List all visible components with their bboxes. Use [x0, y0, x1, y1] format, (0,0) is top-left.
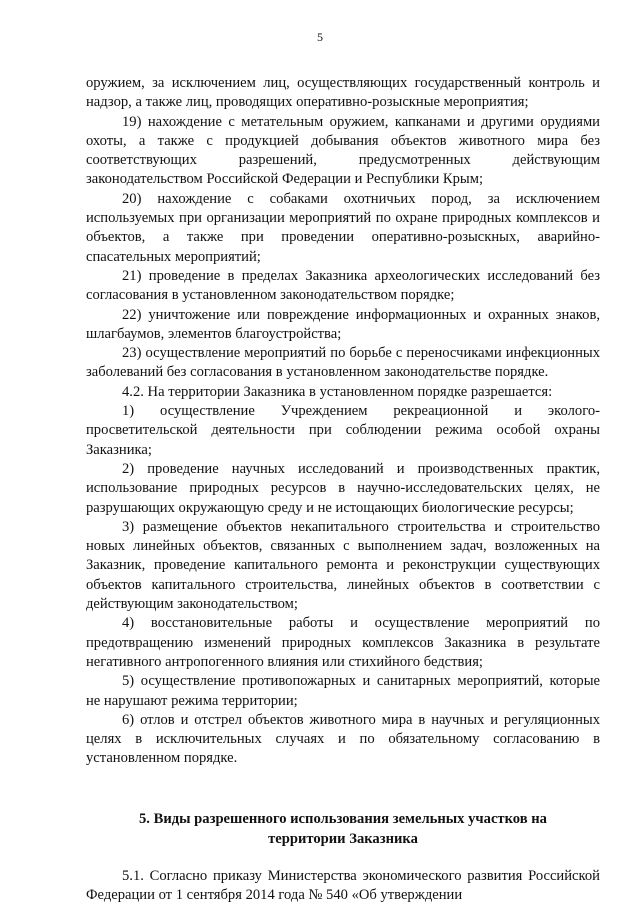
paragraph: 21) проведение в пределах Заказника археологических исследований без согласования в установленном законодательством порядке;: [86, 267, 600, 304]
paragraph: 4) восстановительные работы и осуществление мероприятий по предотвращению изменений природных комплексов Заказника в результате негативного антропогенного влияния или стихийного бедствия;: [86, 615, 600, 670]
page-number: 5: [317, 30, 323, 44]
paragraph: 20) нахождение с собаками охотничьих пород, за исключением используемых при организации мероприятий по охране природных комплексов и объектов, а также при проведении оперативно-розыскных, аварийно-спасательных мероприятий;: [86, 190, 600, 265]
paragraph: 23) осуществление мероприятий по борьбе с переносчиками инфекционных заболеваний без согласования в установленном законодательстве порядке.: [86, 345, 600, 381]
paragraph: 6) отлов и отстрел объектов животного мира в научных и регуляционных целях в исключительных случаях и по обязательному согласованию в установленном порядке.: [86, 711, 600, 767]
document-body: [86, 74, 600, 905]
paragraph: 2) проведение научных исследований и производственных практик, использование природных ресурсов в научно-исследовательских целях, не разрушающих окружающую среду и не истощающих биологические ресурсы;: [86, 460, 600, 516]
section-heading-line-2: территории Заказника: [268, 830, 418, 847]
paragraph: 19) нахождение с метательным оружием, капканами и другими орудиями охоты, а также с продукцией добывания объектов животного мира без соответствующих разрешений, предусмотренных действующим законодательством Российской Федерации и Республики Крым;: [86, 113, 600, 188]
section-heading-line-1: 5. Виды разрешенного использования земельных участков на: [139, 810, 547, 827]
paragraph: 5) осуществление противопожарных и санитарных мероприятий, которые не нарушают режима территории;: [86, 673, 600, 709]
paragraphs-before-heading: [86, 74, 600, 769]
paragraph: оружием, за исключением лиц, осуществляющих государственный контроль и надзор, а также лиц, проводящих оперативно-розыскные мероприятия;: [86, 75, 600, 111]
paragraph: 4.2. На территории Заказника в установленном порядке разрешается:: [122, 383, 553, 400]
paragraph: 1) осуществление Учреждением рекреационной и эколого-просветительской деятельности при соблюдении режима особой охраны Заказника;: [86, 403, 600, 458]
paragraph: 22) уничтожение или повреждение информационных и охранных знаков, шлагбаумов, элементов благоустройства;: [86, 306, 600, 342]
section-heading: [86, 809, 600, 849]
paragraphs-after-heading: [86, 867, 600, 905]
paragraph: 5.1. Согласно приказу Министерства экономического развития Российской Федерации от 1 сентября 2014 года № 540 «Об утверждении: [86, 867, 600, 903]
paragraph: 3) размещение объектов некапитального строительства и строительство новых линейных объектов, связанных с выполнением задач, возложенных на Заказник, проведение капитального ремонта и реконструкции существующих объектов капитального строительства, линейных объектов в соответствии с действующим законодательством;: [86, 518, 600, 613]
